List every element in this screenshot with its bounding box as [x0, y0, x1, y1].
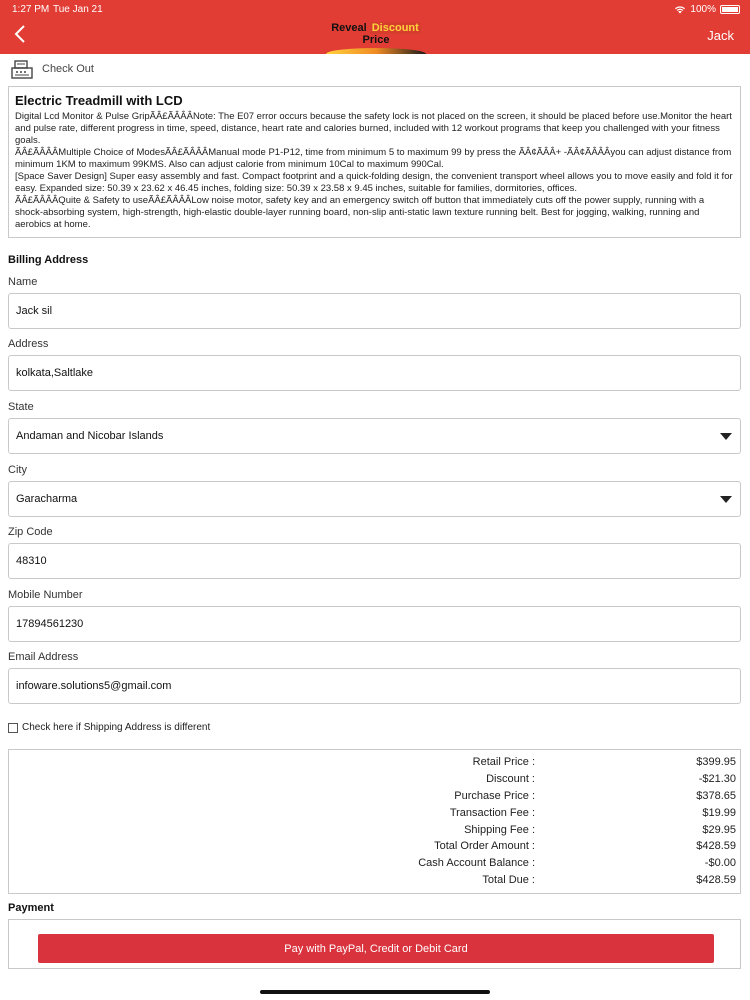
city-value: Garacharma — [16, 493, 78, 505]
summary-row — [9, 773, 742, 789]
summary-label: Discount : — [486, 773, 535, 785]
state-select[interactable] — [8, 418, 741, 454]
cash-register-icon — [10, 58, 34, 80]
summary-value: $29.95 — [702, 824, 736, 836]
logo-reveal-text: Reveal — [331, 22, 370, 34]
logo-swoosh — [326, 48, 426, 54]
summary-value: -$0.00 — [704, 857, 736, 869]
mobile-label: Mobile Number — [8, 589, 83, 601]
back-chevron-icon[interactable] — [14, 24, 26, 48]
summary-value: $428.59 — [696, 874, 736, 886]
mobile-field[interactable] — [8, 606, 741, 642]
shipping-different-checkbox[interactable] — [8, 723, 18, 733]
product-card — [8, 86, 741, 238]
name-field[interactable] — [8, 293, 741, 329]
billing-section-title: Billing Address — [8, 254, 89, 266]
status-right — [674, 4, 740, 15]
summary-label: Shipping Fee : — [464, 824, 535, 836]
order-summary — [8, 749, 741, 894]
summary-row — [9, 807, 742, 823]
email-value: infoware.solutions5@gmail.com — [16, 680, 172, 692]
city-select[interactable] — [8, 481, 741, 517]
checkout-header — [10, 58, 94, 80]
summary-value: $19.99 — [702, 807, 736, 819]
address-field[interactable] — [8, 355, 741, 391]
summary-row — [9, 756, 742, 772]
state-value: Andaman and Nicobar Islands — [16, 430, 164, 442]
summary-row — [9, 824, 742, 840]
summary-label: Cash Account Balance : — [418, 857, 535, 869]
summary-value: $428.59 — [696, 840, 736, 852]
app-logo — [322, 22, 430, 50]
summary-value: $378.65 — [696, 790, 736, 802]
shipping-different-option[interactable] — [8, 722, 210, 733]
summary-value: $399.95 — [696, 756, 736, 768]
zip-label: Zip Code — [8, 526, 53, 538]
address-label: Address — [8, 338, 49, 350]
address-value: kolkata,Saltlake — [16, 367, 94, 379]
battery-percent: 100% — [690, 4, 716, 15]
zip-value: 48310 — [16, 555, 47, 567]
summary-label: Total Order Amount : — [434, 840, 535, 852]
checkout-title: Check Out — [42, 63, 94, 75]
summary-value: -$21.30 — [698, 773, 736, 785]
nav-bar — [0, 18, 750, 54]
shipping-different-label: Check here if Shipping Address is different — [22, 722, 211, 733]
name-value: Jack sil — [16, 305, 53, 317]
email-label: Email Address — [8, 651, 79, 663]
user-name[interactable]: Jack — [707, 28, 734, 43]
dropdown-caret-icon — [720, 433, 732, 440]
logo-discount-text: Discount — [371, 22, 419, 34]
logo-price-text: Price — [362, 34, 390, 46]
dropdown-caret-icon — [720, 496, 732, 503]
summary-label: Total Due : — [482, 874, 535, 886]
status-time: 1:27 PM — [12, 4, 50, 15]
state-label: State — [8, 401, 34, 413]
email-field[interactable] — [8, 668, 741, 704]
summary-row — [9, 840, 742, 856]
summary-label: Retail Price : — [472, 756, 535, 768]
battery-icon — [720, 5, 740, 14]
mobile-value: 17894561230 — [16, 618, 84, 630]
summary-row — [9, 857, 742, 873]
name-label: Name — [8, 276, 38, 288]
pay-button[interactable]: Pay with PayPal, Credit or Debit Card — [38, 934, 714, 963]
payment-section-title: Payment — [8, 902, 54, 914]
zip-field[interactable] — [8, 543, 741, 579]
city-label: City — [8, 464, 27, 476]
summary-row — [9, 874, 742, 890]
wifi-icon — [674, 5, 686, 14]
status-date: Tue Jan 21 — [53, 4, 103, 15]
status-bar — [0, 0, 750, 18]
summary-row — [9, 790, 742, 806]
home-indicator[interactable] — [260, 990, 490, 994]
payment-box — [8, 919, 741, 969]
product-description: Digital Lcd Monitor & Pulse GripÃÂ£ÃÂÂÂNote: The E07 error occurs because the safety lock is not placed on the screen, it should be placed before use.Monitor the heart and pulse rate, different progress in time, speed, distance, heart rate and calories burned, included with 12 workout programs that keep you challenged with your fitness goals. ÃÂ£ÃÂÂÂMultiple Choice of ModesÃÂ£ÃÂÂÂManual mode P1-P12, time from minimum 5 to maximum 99 by press the ÃÂ¢ÃÂÂ+ -ÃÂ¢ÃÂÂÂyou can adjust distance from minimum 1KM to maximum 99KMS. Also can adjust calorie from minimum 10Cal to maximum 990Cal. [Space Saver Design] Super easy assembly and fast. Compact footprint and a quick-folding design, the convenient transport wheel allows you to move easily and fold it for easy. Expanded size: 50.39 x 23.62 x 46.45 inches, folding size: 50.39 x 23.58 x 9.45 inches, suitable for families, dormitories, offices. ÃÂ£ÃÂÂÂQuite & Safety to useÃÂ£ÃÂÂÂLow noise motor, safety key and an emergency switch off button that immediately cuts off the power supply, running with a shock-absorbing system, high-strength, high-elastic double-layer running board, non-slip anti-static lawn texture running belt. Best for jogging, walking, running and aerobics at home. — [15, 111, 733, 230]
summary-label: Purchase Price : — [454, 790, 535, 802]
summary-label: Transaction Fee : — [449, 807, 535, 819]
product-title: Electric Treadmill with LCD — [15, 93, 183, 108]
